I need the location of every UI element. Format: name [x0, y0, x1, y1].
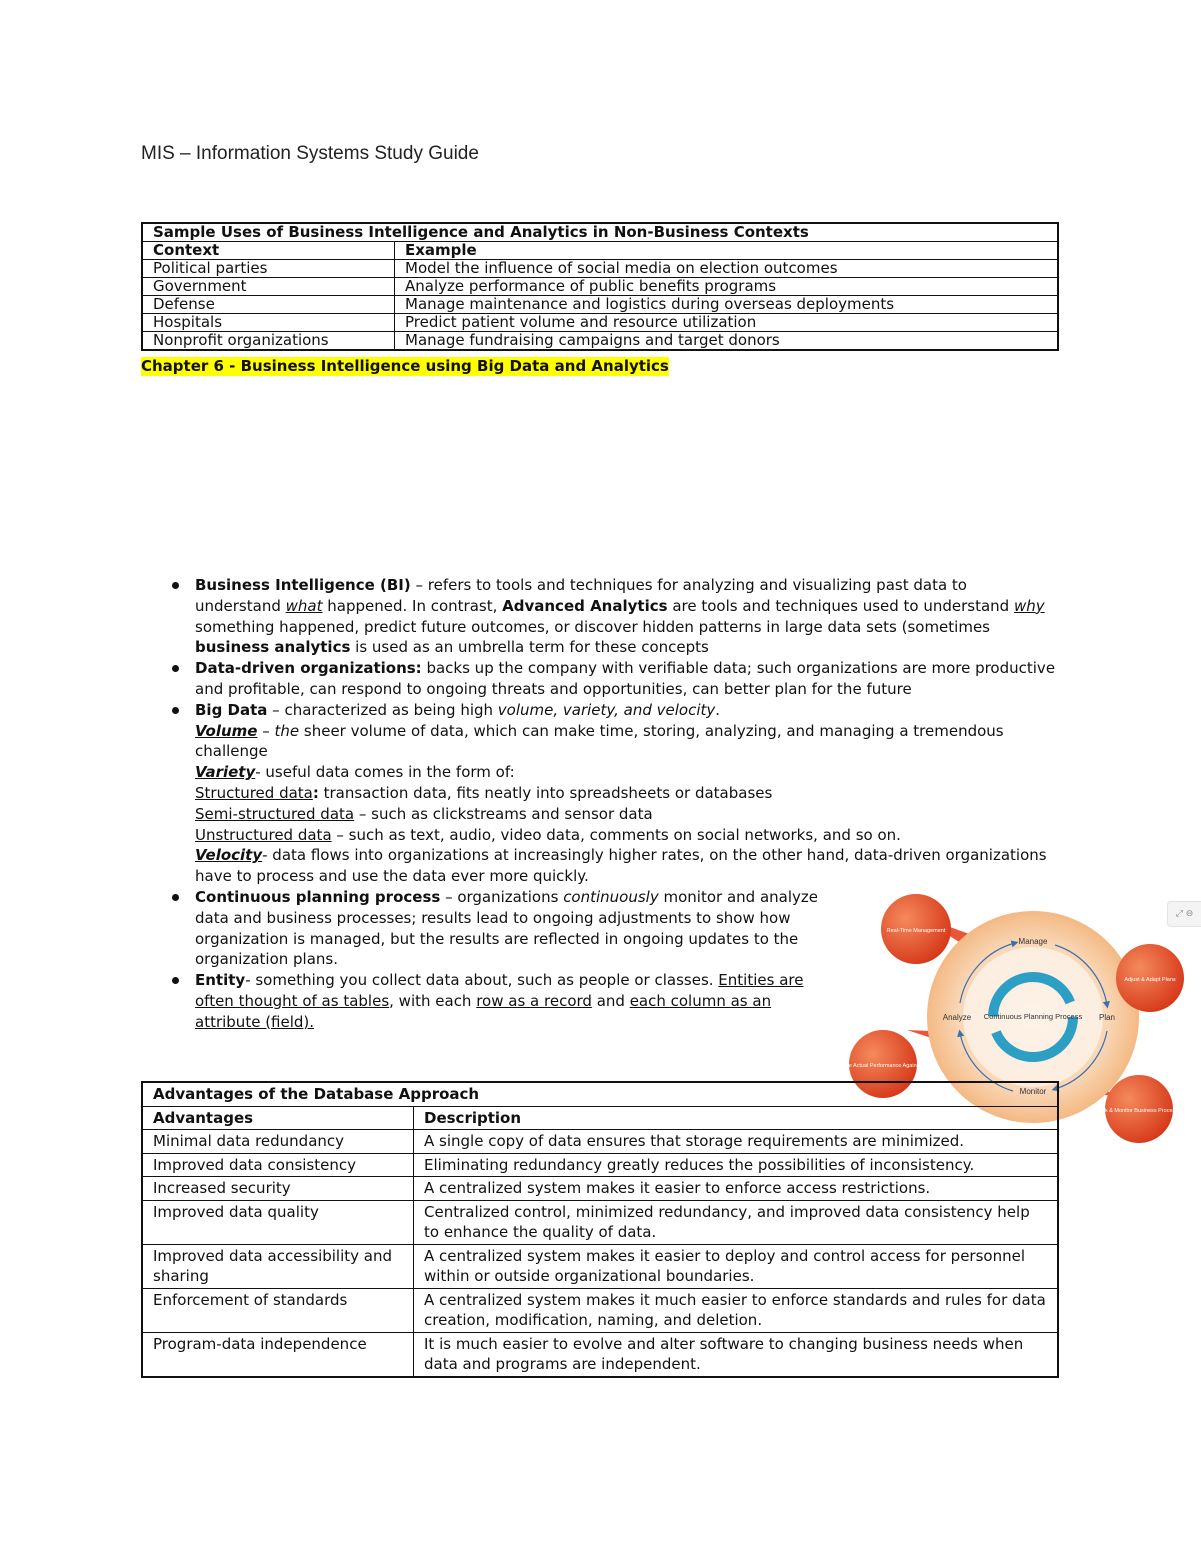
- callout-label: Compare Actual Performance Against Goals: [829, 1063, 937, 1069]
- callout-label: Real-Time Management: [886, 928, 946, 934]
- list-item-big-data: [167, 700, 1057, 887]
- entity-term: Entity: [195, 971, 246, 990]
- table-row: [142, 296, 1058, 314]
- entity-row-record: row as a record: [476, 991, 592, 1010]
- velocity-term: Velocity: [195, 846, 263, 865]
- structured-colon: :: [312, 783, 319, 802]
- big-data-text: – characterized as being high: [267, 700, 498, 719]
- bi-table-header-example: Example: [395, 242, 1059, 260]
- volume-term: Volume: [195, 721, 258, 740]
- stage-label-plan: Plan: [1098, 1013, 1116, 1022]
- description-cell: A single copy of data ensures that storage requirements are minimized.: [414, 1130, 1059, 1154]
- bi-term: Business Intelligence (BI): [195, 576, 411, 594]
- expand-side-tab[interactable]: ⤢ ⊖: [1167, 901, 1201, 927]
- bi-why: why: [1013, 596, 1045, 615]
- description-cell: It is much easier to evolve and alter software to changing business needs when data and programs are independent.: [414, 1332, 1059, 1377]
- document-title: MIS – Information Systems Study Guide: [141, 143, 479, 164]
- bi-example-cell: Model the influence of social media on election outcomes: [395, 260, 1059, 278]
- db-table-header-advantages: Advantages: [142, 1106, 414, 1130]
- table-row: [142, 1130, 1058, 1154]
- advantage-cell: Minimal data redundancy: [142, 1130, 414, 1154]
- description-cell: A centralized system makes it much easier to enforce standards and rules for data creation, modification, naming, and deletion.: [414, 1288, 1059, 1332]
- callout-label: Adjust & Adapt Plans: [1124, 977, 1176, 983]
- volume-the: the: [274, 721, 300, 740]
- callout-label: Track & Monitor Business Processes: [1094, 1108, 1184, 1114]
- bi-example-cell: Predict patient volume and resource utilization: [395, 314, 1059, 332]
- big-data-text: .: [715, 700, 721, 719]
- cpp-term: Continuous planning process: [195, 887, 441, 906]
- table-row: [142, 1244, 1058, 1288]
- description-cell: A centralized system makes it easier to enforce access restrictions.: [414, 1177, 1059, 1201]
- structured-data-term: Structured data: [195, 783, 313, 802]
- bi-example-cell: Manage maintenance and logistics during overseas deployments: [395, 296, 1059, 314]
- bi-context-cell: Hospitals: [142, 314, 395, 332]
- bi-context-cell: Nonprofit organizations: [142, 332, 395, 351]
- bi-text: is used as an umbrella term for these concepts: [350, 638, 709, 657]
- entity-text: , with each: [389, 991, 477, 1010]
- entity-text: and: [591, 991, 630, 1010]
- advantage-cell: Improved data accessibility and sharing: [142, 1244, 414, 1288]
- database-advantages-table: [141, 1081, 1059, 1378]
- entity-column-attribute: each column as an attribute (field).: [195, 991, 772, 1031]
- bi-text: something happened, predict future outcomes, or discover hidden patterns in large data sets (sometimes: [195, 617, 990, 636]
- table-row: [142, 332, 1058, 351]
- advantage-cell: Enforcement of standards: [142, 1288, 414, 1332]
- bi-text: – refers to tools and techniques for analyzing and visualizing past data to understand: [195, 576, 967, 615]
- bi-table-header-context: Context: [142, 242, 395, 260]
- bi-what: what: [285, 596, 323, 615]
- table-row: [142, 1177, 1058, 1201]
- center-label: Continuous Planning Process: [983, 1012, 1083, 1021]
- cpp-text: monitor and analyze data and business processes; results lead to ongoing adjustments to show how organization is managed, but the results are reflected in ongoing updates to the organization plans.: [195, 887, 818, 969]
- stage-label-monitor: Monitor: [1019, 1087, 1047, 1096]
- bi-example-cell: Analyze performance of public benefits programs: [395, 278, 1059, 296]
- advantage-cell: Improved data quality: [142, 1200, 414, 1244]
- table-row: [142, 1200, 1058, 1244]
- bi-context-cell: Defense: [142, 296, 395, 314]
- variety-term: Variety: [195, 763, 256, 782]
- big-data-term: Big Data: [195, 700, 268, 719]
- business-analytics-term: business analytics: [195, 638, 351, 657]
- unstructured-term: Unstructured data: [195, 825, 332, 844]
- db-table-caption: Advantages of the Database Approach: [142, 1082, 1058, 1106]
- structured-data-text: transaction data, fits neatly into spreadsheets or databases: [318, 783, 773, 802]
- table-row: [142, 314, 1058, 332]
- bi-uses-table: [141, 222, 1059, 351]
- stage-label-analyze: Analyze: [942, 1013, 972, 1022]
- description-cell: Eliminating redundancy greatly reduces the possibilities of inconsistency.: [414, 1153, 1059, 1177]
- advantage-cell: Improved data consistency: [142, 1153, 414, 1177]
- table-row: [142, 278, 1058, 296]
- advanced-analytics-term: Advanced Analytics: [502, 596, 668, 615]
- list-item-bi: [167, 575, 1057, 658]
- unstructured-text: – such as text, audio, video data, comments on social networks, and so on.: [331, 825, 901, 844]
- big-data-three-v: volume, variety, and velocity: [497, 700, 716, 719]
- chapter-heading: Chapter 6 - Business Intelligence using Big Data and Analytics: [141, 357, 669, 375]
- entity-text: - something you collect data about, such as people or classes.: [245, 971, 719, 990]
- bi-example-cell: Manage fundraising campaigns and target donors: [395, 332, 1059, 351]
- bi-text: happened. In contrast,: [322, 596, 503, 615]
- variety-text: - useful data comes in the form of:: [255, 763, 515, 782]
- entity-tables: Entities are often thought of as tables: [195, 971, 804, 1010]
- advantage-cell: Increased security: [142, 1177, 414, 1201]
- table-row: [142, 1332, 1058, 1377]
- db-table-header-description: Description: [414, 1106, 1059, 1130]
- bi-text: are tools and techniques used to understand: [667, 596, 1014, 615]
- bi-context-cell: Government: [142, 278, 395, 296]
- list-item-ddo: [167, 658, 1057, 700]
- table-row: [142, 260, 1058, 278]
- description-cell: Centralized control, minimized redundancy, and improved data consistency help to enhance the quality of data.: [414, 1200, 1059, 1244]
- advantage-cell: Program-data independence: [142, 1332, 414, 1377]
- table-row: [142, 1288, 1058, 1332]
- stage-label-manage: Manage: [1018, 937, 1048, 946]
- ddo-term: Data-driven organizations:: [195, 659, 422, 678]
- cpp-text: – organizations: [440, 887, 564, 906]
- bi-context-cell: Political parties: [142, 260, 395, 278]
- cpp-continuously: continuously: [563, 887, 659, 906]
- bi-table-caption: Sample Uses of Business Intelligence and Analytics in Non-Business Contexts: [142, 223, 1058, 242]
- volume-text: sheer volume of data, which can make time, storing, analyzing, and managing a tremendous challenge: [195, 721, 1004, 761]
- table-row: [142, 1153, 1058, 1177]
- ddo-text: backs up the company with verifiable data; such organizations are more productive and profitable, can respond to ongoing threats and opportunities, can better plan for the future: [195, 659, 1056, 698]
- semi-structured-text: – such as clickstreams and sensor data: [354, 804, 653, 823]
- velocity-text: - data flows into organizations at increasingly higher rates, on the other hand, data-driven organizations have to process and use the data ever more quickly.: [195, 846, 1047, 886]
- semi-structured-term: Semi-structured data: [195, 804, 355, 823]
- volume-text: –: [257, 721, 275, 740]
- description-cell: A centralized system makes it easier to deploy and control access for personnel within or outside organizational boundaries.: [414, 1244, 1059, 1288]
